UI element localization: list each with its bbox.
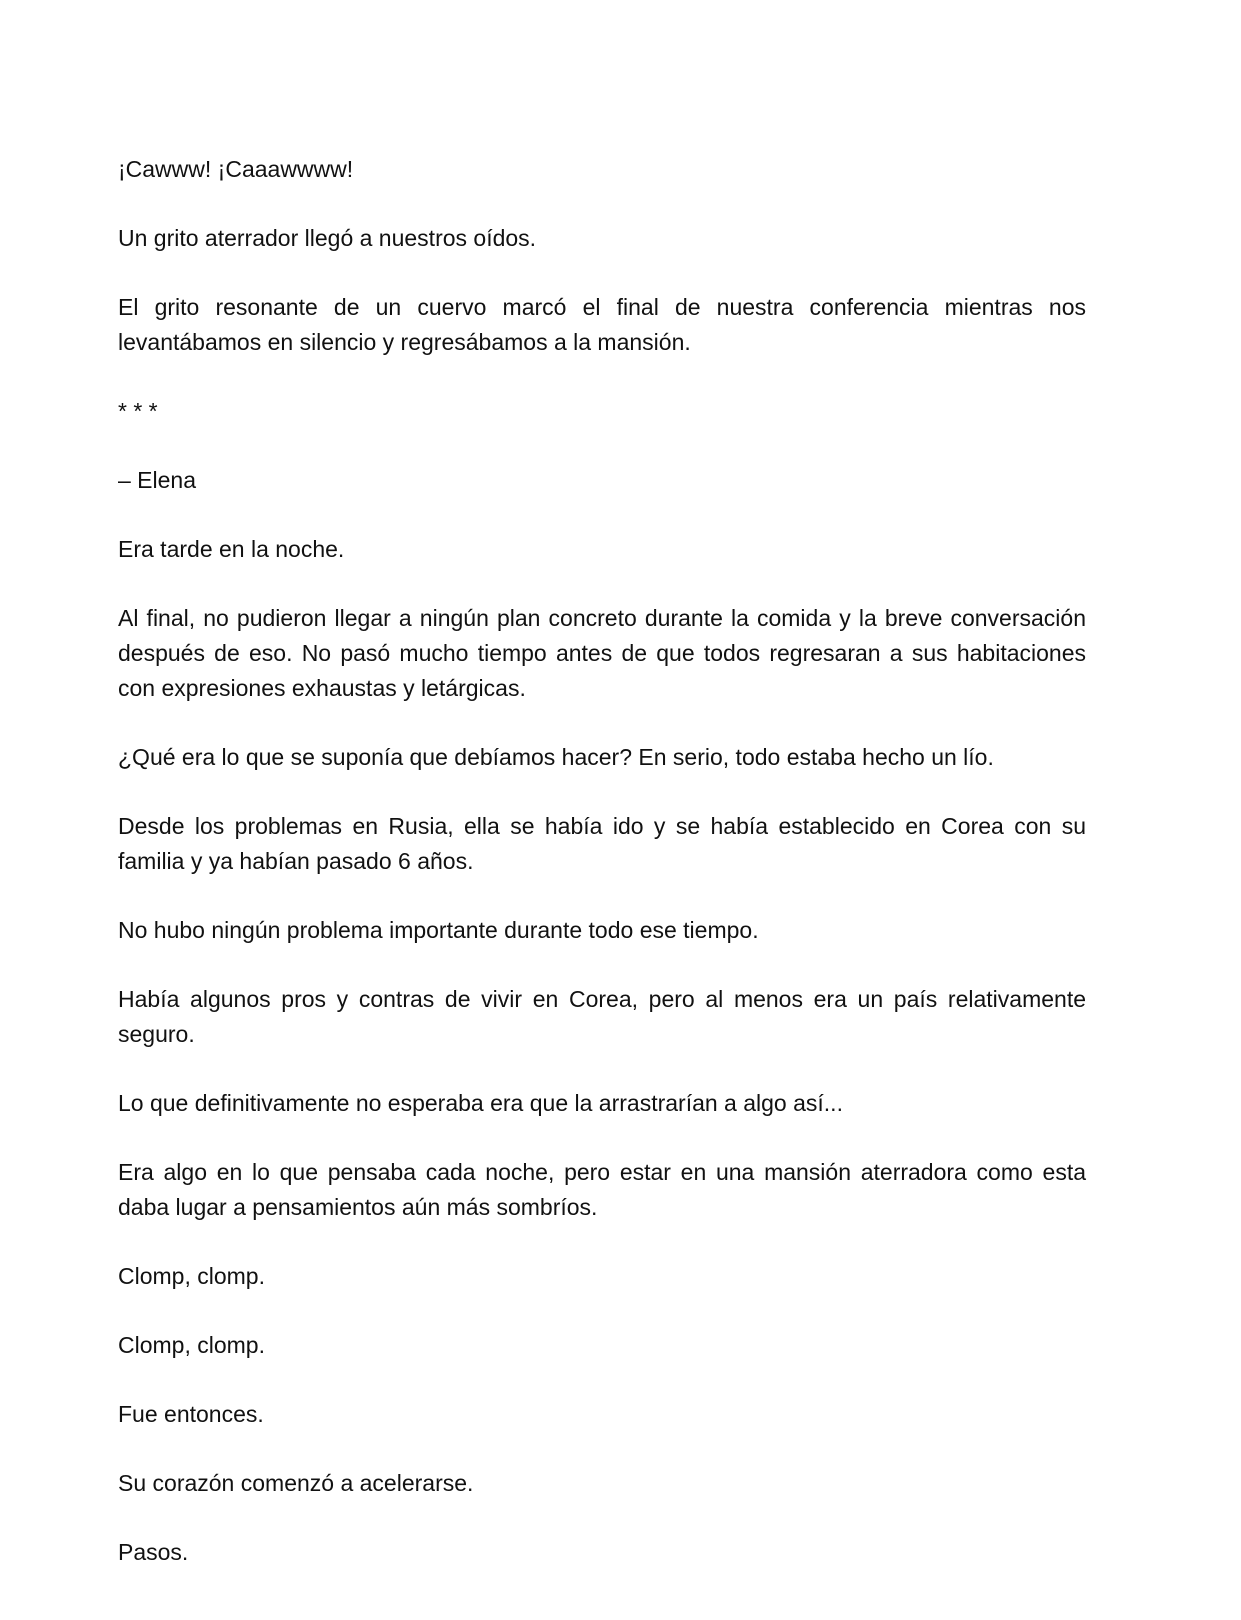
paragraph: Era tarde en la noche. (118, 536, 345, 562)
paragraph: Al final, no pudieron llegar a ningún plan concreto durante la comida y la breve conversación después de eso. No pasó mucho tiempo antes de que todos regresaran a sus habitaciones con expresiones exhaustas y letárgicas. (118, 605, 1086, 701)
paragraph: Lo que definitivamente no esperaba era que la arrastrarían a algo así... (118, 1090, 843, 1116)
paragraph: ¿Qué era lo que se suponía que debíamos hacer? En serio, todo estaba hecho un lío. (118, 744, 994, 770)
paragraph: Desde los problemas en Rusia, ella se había ido y se había establecido en Corea con su familia y ya habían pasado 6 años. (118, 813, 1086, 874)
paragraph: Clomp, clomp. (118, 1263, 265, 1289)
paragraph: ¡Cawww! ¡Caaawwww! (118, 156, 354, 182)
document-body (118, 152, 1086, 1604)
paragraph: Pasos. (118, 1539, 189, 1565)
paragraph: Había algunos pros y contras de vivir en Corea, pero al menos era un país relativamente seguro. (118, 986, 1086, 1047)
paragraph: Era algo en lo que pensaba cada noche, pero estar en una mansión aterradora como esta daba lugar a pensamientos aún más sombríos. (118, 1159, 1086, 1220)
paragraph: Su corazón comenzó a acelerarse. (118, 1470, 474, 1496)
pov-heading: – Elena (118, 467, 197, 493)
paragraph: Clomp, clomp. (118, 1332, 265, 1358)
paragraph: Fue entonces. (118, 1401, 264, 1427)
scene-break: * * * (118, 398, 158, 424)
paragraph: El grito resonante de un cuervo marcó el final de nuestra conferencia mientras nos levantábamos en silencio y regresábamos a la mansión. (118, 294, 1086, 355)
paragraph: Un grito aterrador llegó a nuestros oídos. (118, 225, 537, 251)
paragraph: No hubo ningún problema importante durante todo ese tiempo. (118, 917, 759, 943)
